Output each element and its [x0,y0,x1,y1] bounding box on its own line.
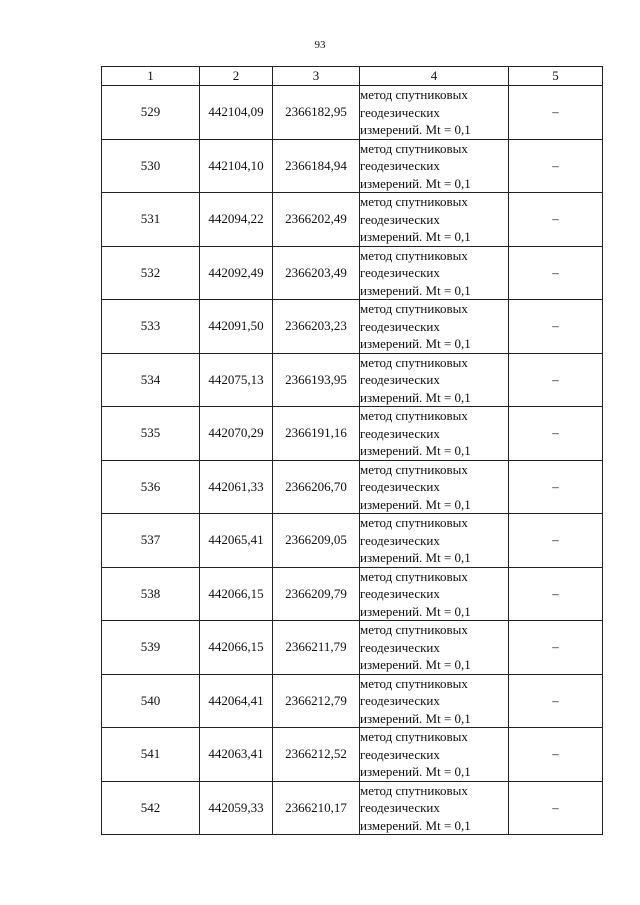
y-coordinate-cell: 2366203,49 [273,246,360,300]
note-cell: – [509,86,603,140]
method-line: геодезических [360,158,440,173]
point-number-cell: 532 [102,246,200,300]
method-line: метод спутниковых [360,140,468,156]
point-number-cell: 541 [102,728,200,782]
method-cell [360,567,509,621]
table-row [102,674,603,728]
method-line: измерений. Mt = 0,1 [360,496,471,512]
coordinates-table [101,66,603,835]
table-row [102,728,603,782]
method-line: метод спутниковых [360,675,468,691]
method-line: измерений. Mt = 0,1 [360,764,471,779]
method-cell [360,300,509,354]
table-header [102,67,603,86]
x-coordinate-cell: 442063,41 [200,728,273,782]
x-coordinate-cell: 442104,09 [200,86,273,140]
page-number: 93 [314,39,326,51]
table-row [102,86,603,140]
y-coordinate-cell: 2366206,70 [273,460,360,514]
method-line: геодезических [360,746,440,762]
x-coordinate-cell: 442066,15 [200,621,273,675]
header-cell-3: 3 [273,67,360,86]
x-coordinate-cell: 442065,41 [200,514,273,568]
method-cell [360,674,509,728]
method-line: геодезических [360,265,440,280]
y-coordinate-cell: 2366184,94 [273,139,360,193]
method-line: измерений. Mt = 0,1 [360,282,471,298]
method-line: геодезических [360,800,440,815]
header-cell-4: 4 [360,67,509,86]
method-line: метод спутниковых [360,354,468,370]
method-cell [360,86,509,140]
point-number-cell: 531 [102,193,200,247]
y-coordinate-cell: 2366209,79 [273,567,360,621]
point-number-cell: 529 [102,86,200,140]
y-coordinate-cell: 2366202,49 [273,193,360,247]
method-line: метод спутниковых [360,247,468,263]
x-coordinate-cell: 442094,22 [200,193,273,247]
point-number-cell: 530 [102,139,200,193]
method-cell [360,407,509,461]
y-coordinate-cell: 2366212,52 [273,728,360,782]
point-number-cell: 535 [102,407,200,461]
header-row [102,67,603,86]
x-coordinate-cell: 442091,50 [200,300,273,354]
method-line: измерений. Mt = 0,1 [360,443,471,458]
y-coordinate-cell: 2366203,23 [273,300,360,354]
x-coordinate-cell: 442092,49 [200,246,273,300]
method-line: измерений. Mt = 0,1 [360,550,471,565]
table-row [102,460,603,514]
method-line: геодезических [360,586,440,601]
method-line: метод спутниковых [360,194,468,209]
table-row [102,193,603,247]
point-number-cell: 534 [102,353,200,407]
method-line: измерений. Mt = 0,1 [360,229,471,244]
note-cell: – [509,193,603,247]
method-line: измерений. Mt = 0,1 [360,175,471,191]
table-row [102,621,603,675]
point-number-cell: 540 [102,674,200,728]
method-line: метод спутниковых [360,301,468,316]
method-line: метод спутниковых [360,782,468,798]
note-cell: – [509,567,603,621]
point-number-cell: 539 [102,621,200,675]
method-line: геодезических [360,425,440,441]
method-line: метод спутниковых [360,461,468,477]
y-coordinate-cell: 2366191,16 [273,407,360,461]
y-coordinate-cell: 2366209,05 [273,514,360,568]
point-number-cell: 538 [102,567,200,621]
x-coordinate-cell: 442075,13 [200,353,273,407]
method-cell [360,514,509,568]
method-line: измерений. Mt = 0,1 [360,336,471,351]
x-coordinate-cell: 442064,41 [200,674,273,728]
method-line: метод спутниковых [360,729,468,744]
header-cell-1: 1 [102,67,200,86]
method-line: геодезических [360,479,440,494]
method-cell [360,139,509,193]
header-cell-5: 5 [509,67,603,86]
method-line: геодезических [360,104,440,120]
method-line: измерений. Mt = 0,1 [360,603,471,619]
x-coordinate-cell: 442066,15 [200,567,273,621]
point-number-cell: 536 [102,460,200,514]
method-cell [360,353,509,407]
y-coordinate-cell: 2366182,95 [273,86,360,140]
note-cell: – [509,407,603,461]
note-cell: – [509,353,603,407]
y-coordinate-cell: 2366211,79 [273,621,360,675]
method-cell [360,246,509,300]
method-line: геодезических [360,318,440,334]
note-cell: – [509,300,603,354]
method-cell [360,781,509,835]
table-row [102,407,603,461]
method-line: измерений. Mt = 0,1 [360,710,471,726]
note-cell: – [509,728,603,782]
x-coordinate-cell: 442070,29 [200,407,273,461]
method-cell [360,621,509,675]
table-row [102,567,603,621]
table-row [102,514,603,568]
table-body [102,86,603,835]
point-number-cell: 542 [102,781,200,835]
x-coordinate-cell: 442059,33 [200,781,273,835]
method-line: геодезических [360,639,440,655]
note-cell: – [509,514,603,568]
table-row [102,781,603,835]
method-line: метод спутниковых [360,515,468,530]
note-cell: – [509,674,603,728]
header-cell-2: 2 [200,67,273,86]
method-cell [360,193,509,247]
note-cell: – [509,139,603,193]
y-coordinate-cell: 2366212,79 [273,674,360,728]
note-cell: – [509,621,603,675]
method-line: геодезических [360,211,440,227]
point-number-cell: 533 [102,300,200,354]
x-coordinate-cell: 442104,10 [200,139,273,193]
method-line: метод спутниковых [360,568,468,584]
method-cell [360,728,509,782]
method-line: геодезических [360,372,440,387]
method-line: измерений. Mt = 0,1 [360,122,471,137]
method-line: метод спутниковых [360,87,468,102]
y-coordinate-cell: 2366193,95 [273,353,360,407]
x-coordinate-cell: 442061,33 [200,460,273,514]
table-row [102,139,603,193]
method-line: измерений. Mt = 0,1 [360,657,471,672]
method-line: метод спутниковых [360,622,468,637]
method-line: измерений. Mt = 0,1 [360,389,471,405]
method-line: геодезических [360,532,440,548]
note-cell: – [509,781,603,835]
y-coordinate-cell: 2366210,17 [273,781,360,835]
table-row [102,246,603,300]
table-row [102,300,603,354]
method-line: метод спутниковых [360,408,468,423]
method-line: измерений. Mt = 0,1 [360,817,471,833]
note-cell: – [509,246,603,300]
table-row [102,353,603,407]
method-line: геодезических [360,693,440,708]
note-cell: – [509,460,603,514]
method-cell [360,460,509,514]
point-number-cell: 537 [102,514,200,568]
